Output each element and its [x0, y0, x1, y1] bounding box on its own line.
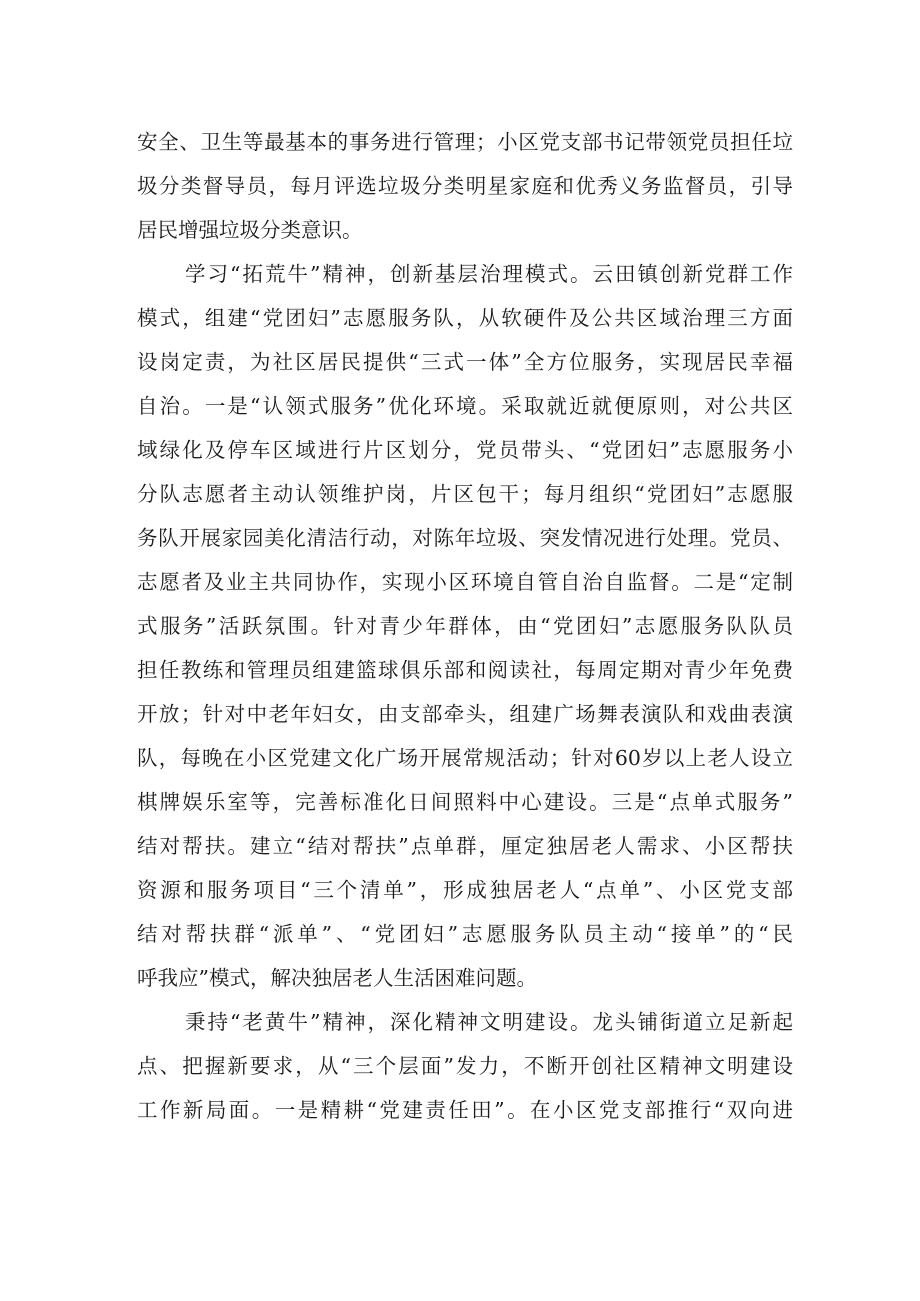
paragraph-1-line-3: 居民增强垃圾分类意识。: [137, 218, 363, 242]
paragraph-2-line-11: 开放；针对中老年妇女，由支部牵头，组建广场舞表演队和戏曲表演: [137, 702, 793, 726]
paragraph-2-line-8: 志愿者及业主共同协作，实现小区环境自管自治自监督。二是“定制: [137, 570, 793, 594]
paragraph-2-line-16: 结对帮扶群“派单”、“党团妇”志愿服务队员主动“接单”的“民: [137, 922, 793, 946]
paragraph-1-line-2: 圾分类督导员，每月评选垃圾分类明星家庭和优秀义务监督员，引导: [137, 174, 793, 198]
paragraph-2-line-17: 呼我应”模式，解决独居老人生活困难问题。: [137, 966, 537, 990]
paragraph-2-line-1: 学习“拓荒牛”精神，创新基层治理模式。云田镇创新党群工作: [185, 262, 793, 286]
paragraph-2-line-10: 担任教练和管理员组建篮球俱乐部和阅读社，每周定期对青少年免费: [137, 658, 793, 682]
paragraph-2-line-5: 域绿化及停车区域进行片区划分，党员带头、“党团妇”志愿服务小: [137, 438, 793, 462]
paragraph-2-line-15: 资源和服务项目“三个清单”，形成独居老人“点单”、小区党支部: [137, 878, 793, 902]
paragraph-2-line-4: 自治。一是“认领式服务”优化环境。采取就近就便原则，对公共区: [137, 394, 793, 418]
paragraph-2-line-6: 分队志愿者主动认领维护岗，片区包干；每月组织“党团妇”志愿服: [137, 482, 793, 506]
paragraph-2-line-12: 队，每晚在小区党建文化广场开展常规活动；针对60岁以上老人设立: [137, 746, 793, 770]
paragraph-2-line-14: 结对帮扶。建立“结对帮扶”点单群，厘定独居老人需求、小区帮扶: [137, 834, 793, 858]
paragraph-2-line-13: 棋牌娱乐室等，完善标准化日间照料中心建设。三是“点单式服务”: [137, 790, 793, 814]
paragraph-2-line-9: 式服务”活跃氛围。针对青少年群体，由“党团妇”志愿服务队队员: [137, 614, 793, 638]
paragraph-2-line-3: 设岗定责，为社区居民提供“三式一体”全方位服务，实现居民幸福: [137, 350, 793, 374]
paragraph-2-line-2: 模式，组建“党团妇”志愿服务队，从软硬件及公共区域治理三方面: [137, 306, 793, 330]
paragraph-3-line-2: 点、把握新要求，从“三个层面”发力，不断开创社区精神文明建设: [137, 1054, 793, 1078]
paragraph-3-line-1: 秉持“老黄牛”精神，深化精神文明建设。龙头铺街道立足新起: [185, 1010, 793, 1034]
paragraph-1-line-1: 安全、卫生等最基本的事务进行管理；小区党支部书记带领党员担任垃: [137, 130, 793, 154]
paragraph-2-line-7: 务队开展家园美化清洁行动，对陈年垃圾、突发情况进行处理。党员、: [137, 526, 793, 550]
paragraph-3-line-3: 工作新局面。一是精耕“党建责任田”。在小区党支部推行“双向进: [137, 1098, 793, 1122]
